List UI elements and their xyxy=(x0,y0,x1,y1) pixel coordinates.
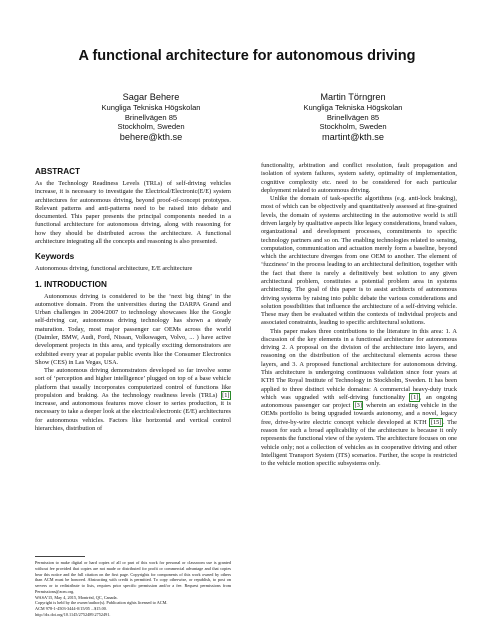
footnote-divider xyxy=(35,556,85,557)
author-address: Brinellvägen 85 xyxy=(124,112,178,122)
body-paragraph: Unlike the domain of task-specific algorithms (e.g. anti-lock braking), most of which can be objectively and quantitatively assessed at fine-grained levels, the domain of systems architecting in the automotive world is still driven largely by qualitative aspects like legacy considerations, brand values, organizational and development processes, commitments to specific technology partners and so on. The enabling technologies related to sensing, computation, communication and actuation merely form a baseline, beyond which the architecture diverges from one OEM to another. The element of ‘fuzziness’ in the process leading to an architectural definition, together with the fact that there is rarely a definitively best solution to any given architectural problem, constitutes a potential problem area in systems architecting. The goal of this paper is to assist architects of autonomous driving systems by raising into public debate the various considerations and solution possibilities that influence the architecture of a self-driving vehicle. These may then be evaluated within the contexts of individual projects and associated constraints, leading to specific architectural solutions. xyxy=(261,195,457,327)
abstract-text: As the Technology Readiness Levels (TRLs) of self-driving vehicles increase, it is necessary to investigate the Electrical/Electronic(E/E) system architectures for autonomous driving, beyond proof-of-concept prototypes. Relevant patterns and anti-patterns need to be raised into debate and documented. This paper presents the principal components needed in a functional architecture for autonomous driving, along with reasoning for how they should be distributed across the architecture. A functional architecture integrating all the concepts and reasoning is also presented. xyxy=(35,180,231,245)
contributions-paragraph xyxy=(261,328,457,469)
author-affiliation: Kungliga Tekniska Högskolan xyxy=(101,103,201,112)
keywords-text: Autonomous driving, functional architecture, E/E architecture xyxy=(35,265,193,273)
intro-paragraph-2 xyxy=(35,367,231,433)
keywords-heading: Keywords xyxy=(35,252,75,262)
citation-link[interactable]: [1] xyxy=(410,393,419,401)
doi-line[interactable]: http://dx.doi.org/10.1145/2752489.2752491. xyxy=(35,611,111,617)
author-city: Stockholm, Sweden xyxy=(319,122,387,131)
author-name: Sagar Behere xyxy=(122,92,180,102)
citation-link[interactable]: [1] xyxy=(222,391,230,399)
contributions-text: . The reason for such a broad applicability of the architecture is because it only represents the functional view of the system. The architecture focuses on one vehicle only; not a collection of vehicles as in cooperative driving and other Intelligent Transport System (ITS) scenarios. Further, the scope is restricted to the vehicle motion specific subsystems only. xyxy=(261,418,457,468)
author-address: Brinellvägen 85 xyxy=(326,112,380,122)
citation-link[interactable]: [3] xyxy=(354,402,362,410)
permission-text: Permission to make digital or hard copies of all or part of this work for personal or classroom use is granted without fee provided that copies are not made or distributed for profit or commercial advantage and that copies bear this notice and the full citation on the first page. Copyrights for components of this work owned by others than ACM must be honored. Abstracting with credit is permitted. To copy otherwise, or republish, to post on servers or to redistribute to lists, requires prior specific permission and/or a fee. Request permissions from Permissions@acm.org. xyxy=(35,560,231,594)
intro-paragraph-2-text-cont: increase, and autonomous features move closer to series production, it is necessary to take a deeper look at the electrical/electronic (E/E) architectures for autonomous vehicles. Factors like horizontal and vertical control hierarchies, distribution of xyxy=(35,400,231,433)
copyright-line: Copyright is held by the owner/author(s). Publication rights licensed to ACM. xyxy=(35,600,168,606)
intro-paragraph-2-text: The autonomous driving demonstrators developed so far involve some sort of ‘perception and higher intelligence’ plugged on top of a base vehicle platform that usually incorporates computerized control of functions like propulsion and braking. As the technology readiness levels (TRLs) xyxy=(35,367,231,399)
venue-line: WASA’15, May 4, 2015, Montréal, QC, Canada. xyxy=(35,594,118,600)
citation-link[interactable]: [15] xyxy=(430,418,442,426)
right-column xyxy=(261,162,457,468)
author-block-2 xyxy=(253,92,453,143)
abstract-heading: ABSTRACT xyxy=(35,167,81,176)
permission-notice xyxy=(35,560,231,618)
contributions-text: This paper makes three contributions to the literature in this area: 1. A discussion of the key elements in a functional architecture for autonomous driving 2. A proposal on the division of the architecture into layers, and reasoning on the distribution of the architectural elements across these layers, and 3. A proposed functional architecture for autonomous driving. This architecture is undergoing continuous validation since four years at KTH The Royal Institute of Technology in Stockholm, Sweden. It has been applied to three distinct vehicle domains: A commercial heavy-duty truck which was upgraded with self-driving functionality xyxy=(261,327,457,401)
author-email[interactable]: martint@kth.se xyxy=(322,131,384,142)
author-email[interactable]: behere@kth.se xyxy=(119,131,183,142)
isbn-line: ACM 978-1-4503-3444-0/15/05 ...$15.00. xyxy=(35,606,107,611)
author-city: Stockholm, Sweden xyxy=(117,122,185,131)
author-affiliation: Kungliga Tekniska Högskolan xyxy=(303,103,403,112)
author-name: Martin Törngren xyxy=(320,92,386,102)
intro-paragraph-1: Autonomous driving is considered to be the ‘next big thing’ in the automotive domain. From the universities during the DARPA Grand and Urban challenges in 2004/2007 to technology showcases like the Google self-driving car, autonomous driving technology has shown a steady maturation. Today, most major passenger car OEMs across the world (Daimler, BMW, Audi, Ford, Nissan, Volkswagen, Volvo, ... ) have active development projects in this area, and typically exciting demonstrators are exhibited every year at popular public events like the Consumer Electronics Show (CES) in Las Vegas, USA. xyxy=(35,292,231,366)
body-paragraph: functionality, arbitration and conflict resolution, fault propagation and isolation of system failures, system safety, optimality of implementation, cognitive complexity etc. need to be considered for each particular deployment related to autonomous driving. xyxy=(261,162,457,194)
contributions-text: , an ongoing autonomous passenger car project xyxy=(261,393,457,410)
left-column xyxy=(35,162,231,433)
introduction-heading: 1. INTRODUCTION xyxy=(35,279,107,289)
author-block-1 xyxy=(51,92,251,143)
contributions-text: wherein an existing vehicle in the OEMs portfolio is being upgraded towards autonomy, and a novel, legacy free, drive-by-wire electric concept vehicle developed at KTH xyxy=(261,402,457,426)
paper-title: A functional architecture for autonomous driving xyxy=(78,48,416,64)
